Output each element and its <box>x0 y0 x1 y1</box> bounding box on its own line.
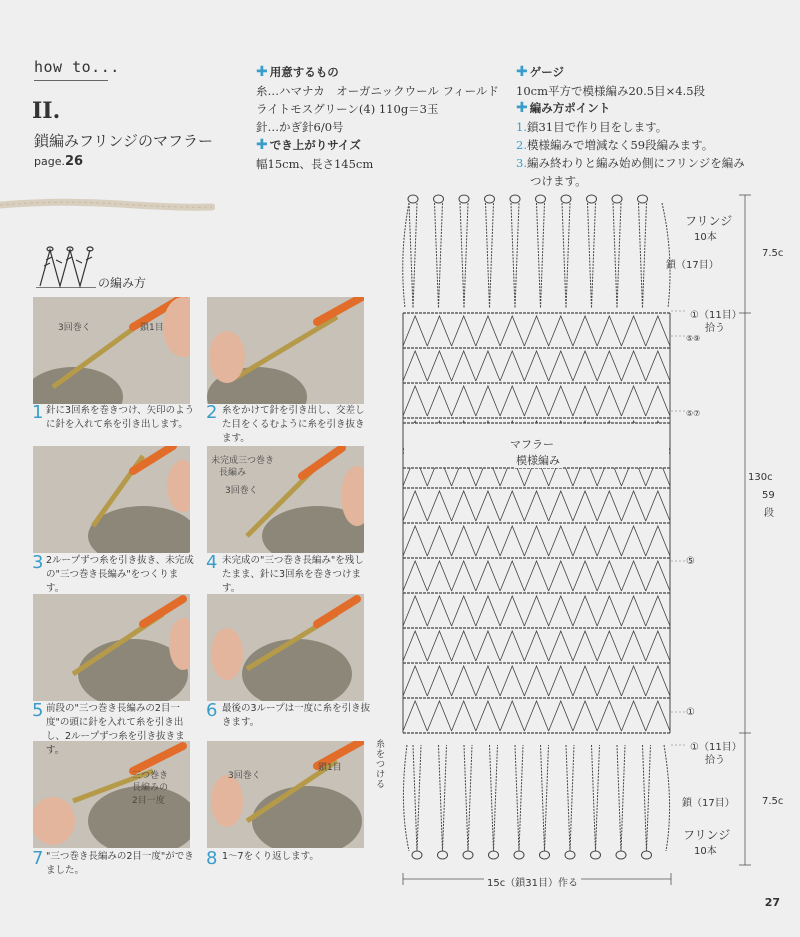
materials-line-1: 糸…ハマナカ オーガニックウール フィールド <box>256 84 499 98</box>
chain-bottom-label: 鎖（17目） <box>682 798 735 809</box>
step-caption: 糸をかけて針を引き出し、交差した目をくるむように糸を引き抜きます。 <box>222 405 365 444</box>
stitch-symbol-icon <box>36 246 96 288</box>
crochet-chart-diagram <box>375 185 795 890</box>
point-item: 1.鎖31目で作り目をします。 <box>516 120 668 134</box>
step-number: 3 <box>32 552 44 573</box>
step-caption: 1〜7をくり返します。 <box>222 851 319 862</box>
row-1-marker: ① <box>686 707 695 718</box>
plus-icon: ✚ <box>256 137 268 153</box>
pick-top-label: ①（11目） <box>690 310 742 321</box>
materials-line-3: 針…かぎ針6/0号 <box>256 120 344 134</box>
step-caption: "三つ巻き長編みの2目一度"ができました。 <box>46 851 194 876</box>
photo-label: 長編みの <box>132 783 169 793</box>
length-bottom: 7.5c <box>762 796 784 807</box>
photo-label: 鎖1目 <box>318 763 342 773</box>
total-rows: 59 <box>762 490 775 501</box>
step-caption: 前段の"三つ巻き長編みの2目一度"の頭に針を入れて糸を引き出し、2ループずつ糸を引き抜きます。 <box>46 703 185 756</box>
step-photo-1 <box>33 297 190 404</box>
plus-icon: ✚ <box>516 100 528 116</box>
center-subtitle: 模様編み <box>516 454 560 467</box>
row-5-marker: ⑤ <box>686 556 695 567</box>
length-top: 7.5c <box>762 248 784 259</box>
step-number: 7 <box>32 848 44 869</box>
page-title: 鎖編みフリンジのマフラー <box>34 132 214 150</box>
step-caption: 2ループずつ糸を引き抜き、未完成の"三つ巻き長編み"をつくります。 <box>46 555 194 594</box>
total-length: 130c <box>748 472 773 483</box>
fringe-top-count: 10本 <box>694 232 717 243</box>
step-number: 5 <box>32 700 44 721</box>
row-59-marker: ⑤⑨ <box>686 334 701 343</box>
attach-yarn-label: 糸をつける <box>376 740 386 790</box>
photo-label: 鎖1目 <box>140 323 164 333</box>
gauge-line: 10cm平方で模様編み20.5目×4.5段 <box>516 84 706 98</box>
fringe-bottom-label: フリンジ <box>683 828 731 842</box>
materials-line-2: ライトモスグリーン(4) 110g＝3玉 <box>256 102 439 116</box>
photo-label: 3回巻く <box>225 486 258 496</box>
photo-label: 2目一度 <box>132 796 165 806</box>
step-number: 6 <box>206 700 218 721</box>
pick-bottom: 拾う <box>705 755 725 766</box>
row-57-marker: ⑤⑦ <box>686 409 701 418</box>
divider <box>34 80 108 81</box>
size-header: ✚ でき上がりサイズ <box>256 137 361 153</box>
page-reference: page.26 <box>34 154 84 169</box>
points-header: ✚ 編み方ポイント <box>516 100 611 116</box>
page-number: 27 <box>764 896 780 909</box>
photo-label: 3回巻く <box>228 771 261 781</box>
materials-header: ✚ 用意するもの <box>256 64 339 80</box>
step-number: 2 <box>206 402 218 423</box>
pick-bottom-label: ①（11目） <box>690 742 742 753</box>
plus-icon: ✚ <box>516 64 528 80</box>
rows-unit: 段 <box>764 508 774 519</box>
step-caption: 未完成の"三つ巻き長編み"を残したまま、針に3回糸を巻きつけます。 <box>222 555 364 594</box>
photo-label: 未完成三つ巻き <box>211 456 275 466</box>
step-photo-3 <box>33 446 190 553</box>
step-photo-8 <box>207 741 364 848</box>
center-title: マフラー <box>510 438 554 451</box>
point-item: つけます。 <box>530 174 587 188</box>
step-caption: 最後の3ループは一度に糸を引き抜きます。 <box>222 703 371 728</box>
step-caption: 針に3回糸を巻きつけ、矢印のように針を入れて糸を引き出します。 <box>46 405 195 430</box>
step-number: 4 <box>206 552 218 573</box>
chain-top-label: 鎖（17目） <box>666 260 719 271</box>
how-to-label: how to... <box>34 58 120 76</box>
step-photo-2 <box>207 297 364 404</box>
fringe-bottom-count: 10本 <box>694 846 717 857</box>
step-number: 8 <box>206 848 218 869</box>
step-photo-5 <box>33 594 190 701</box>
width-label: 15c（鎖31目）作る <box>484 874 581 889</box>
pick-top: 拾う <box>705 323 725 334</box>
fringe-top-label: フリンジ <box>685 214 733 228</box>
stitch-heading: の編み方 <box>98 276 147 290</box>
section-number: II. <box>32 98 61 124</box>
photo-label: 3回巻く <box>58 323 91 333</box>
step-number: 1 <box>32 402 44 423</box>
step-photo-6 <box>207 594 364 701</box>
photo-label: 三つ巻き <box>132 771 169 781</box>
point-item: 3.編み終わりと編み始め側にフリンジを編み <box>516 156 745 170</box>
point-item: 2.模様編みで増減なく59段編みます。 <box>516 138 714 152</box>
plus-icon: ✚ <box>256 64 268 80</box>
size-line: 幅15cm、長さ145cm <box>256 157 374 171</box>
photo-label: 長編み <box>219 468 247 478</box>
gauge-header: ✚ ゲージ <box>516 64 565 80</box>
yarn-illustration <box>0 198 215 212</box>
